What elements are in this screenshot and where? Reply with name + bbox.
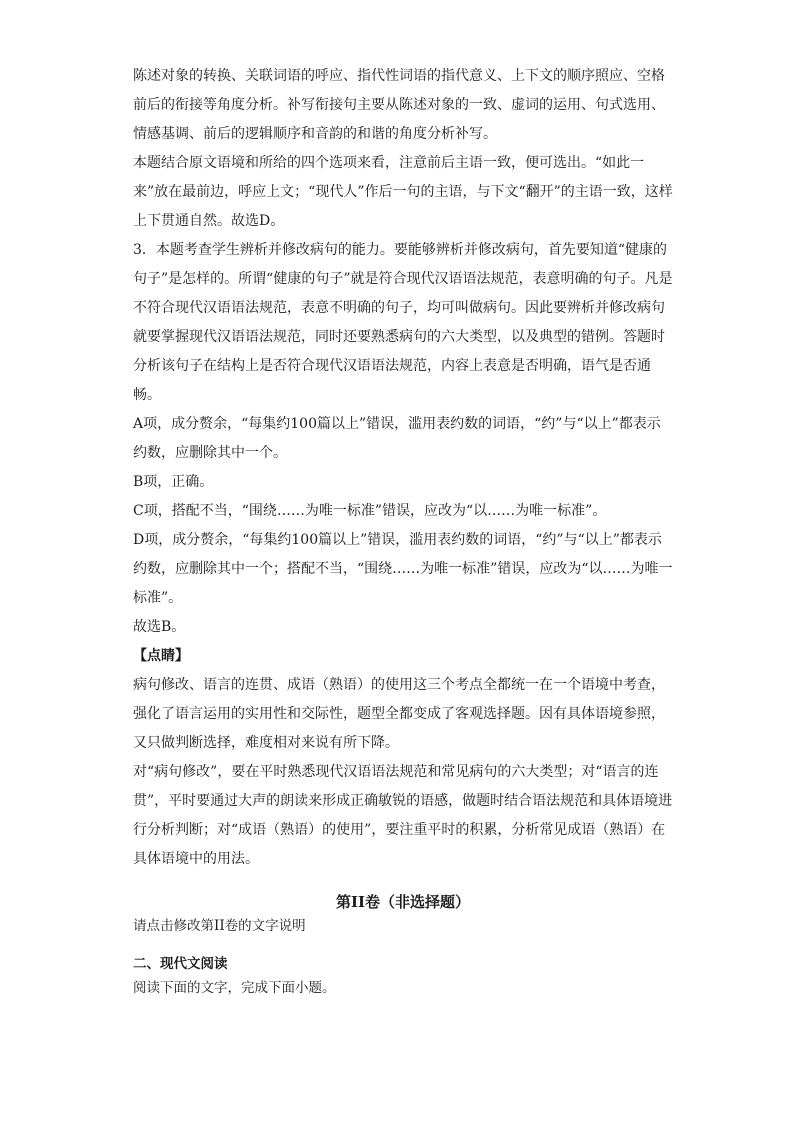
section-heading: 二、现代文阅读 — [133, 956, 228, 972]
option-d-analysis: D项，成分赘余，“每集约100篇以上”错误，滥用表约数的词语，“约”与“以上”都表示约数，应删除其中一个；搭配不当，“围绕……为唯一标准”错误，应改为“以……为唯一标准”。 — [133, 532, 673, 606]
paragraph-analysis-1: 陈述对象的转换、关联词语的呼应、指代性词语的指代意义、上下文的顺序照应、空格前后的衔接等角度分析。补写衔接句主要从陈述对象的一致、虚词的运用、句式选用、情感基调、前后的逻辑顺序和音韵的和谐的角度分析补写。 — [133, 68, 665, 142]
document-body — [133, 62, 673, 1000]
option-b-analysis: B项，正确。 — [133, 474, 214, 490]
option-c-analysis: C项，搭配不当，“围绕……为唯一标准”错误，应改为“以……为唯一标准”。 — [133, 503, 607, 519]
volume-note: 请点击修改第II卷的文字说明 — [133, 918, 306, 934]
dianjing-paragraph-1: 病句修改、语言的连贯、成语（熟语）的使用这三个考点全都统一在一个语境中考查，强化了语言运用的实用性和交际性，题型全都变成了客观选择题。因有具体语境参照，又只做判断选择，难度相对来说有所下降。 — [133, 677, 665, 751]
paragraph-question-3: 3．本题考查学生辨析并修改病句的能力。要能够辨析并修改病句，首先要知道“健康的句子”是怎样的。所谓“健康的句子”就是符合现代汉语语法规范，表意明确的句子。凡是不符合现代汉语语法规范，表意不明确的句子，均可叫做病句。因此要辨析并修改病句就要掌握现代汉语语法规范，同时还要熟悉病句的六大类型，以及典型的错例。答题时分析该句子在结构上是否符合现代汉语语法规范，内容上表意是否明确，语气是否通畅。 — [133, 242, 673, 403]
section-intro: 阅读下面的文字，完成下面小题。 — [133, 980, 336, 996]
answer-line: 故选B。 — [133, 619, 186, 635]
paragraph-analysis-2: 本题结合原文语境和所给的四个选项来看，注意前后主语一致，便可选出。“如此一来”放在最前边，呼应上文；“现代人”作后一句的主语，与下文“翻开”的主语一致，这样上下贯通自然。故选D。 — [133, 155, 673, 229]
volume-title: 第II卷（非选择题） — [335, 893, 471, 911]
dianjing-paragraph-2: 对“病句修改”，要在平时熟悉现代汉语语法规范和常见病句的六大类型；对“语言的连贯”，平时要通过大声的朗读来形成正确敏锐的语感，做题时结合语法规范和具体语境进行分析判断；对“成语（熟语）的使用”，要注重平时的积累，分析常见成语（熟语）在具体语境中的用法。 — [133, 764, 673, 867]
option-a-analysis: A项，成分赘余，“每集约100篇以上”错误，滥用表约数的词语，“约”与“以上”都表示约数，应删除其中一个。 — [133, 416, 661, 461]
dianjing-heading: 【点睛】 — [133, 648, 189, 664]
